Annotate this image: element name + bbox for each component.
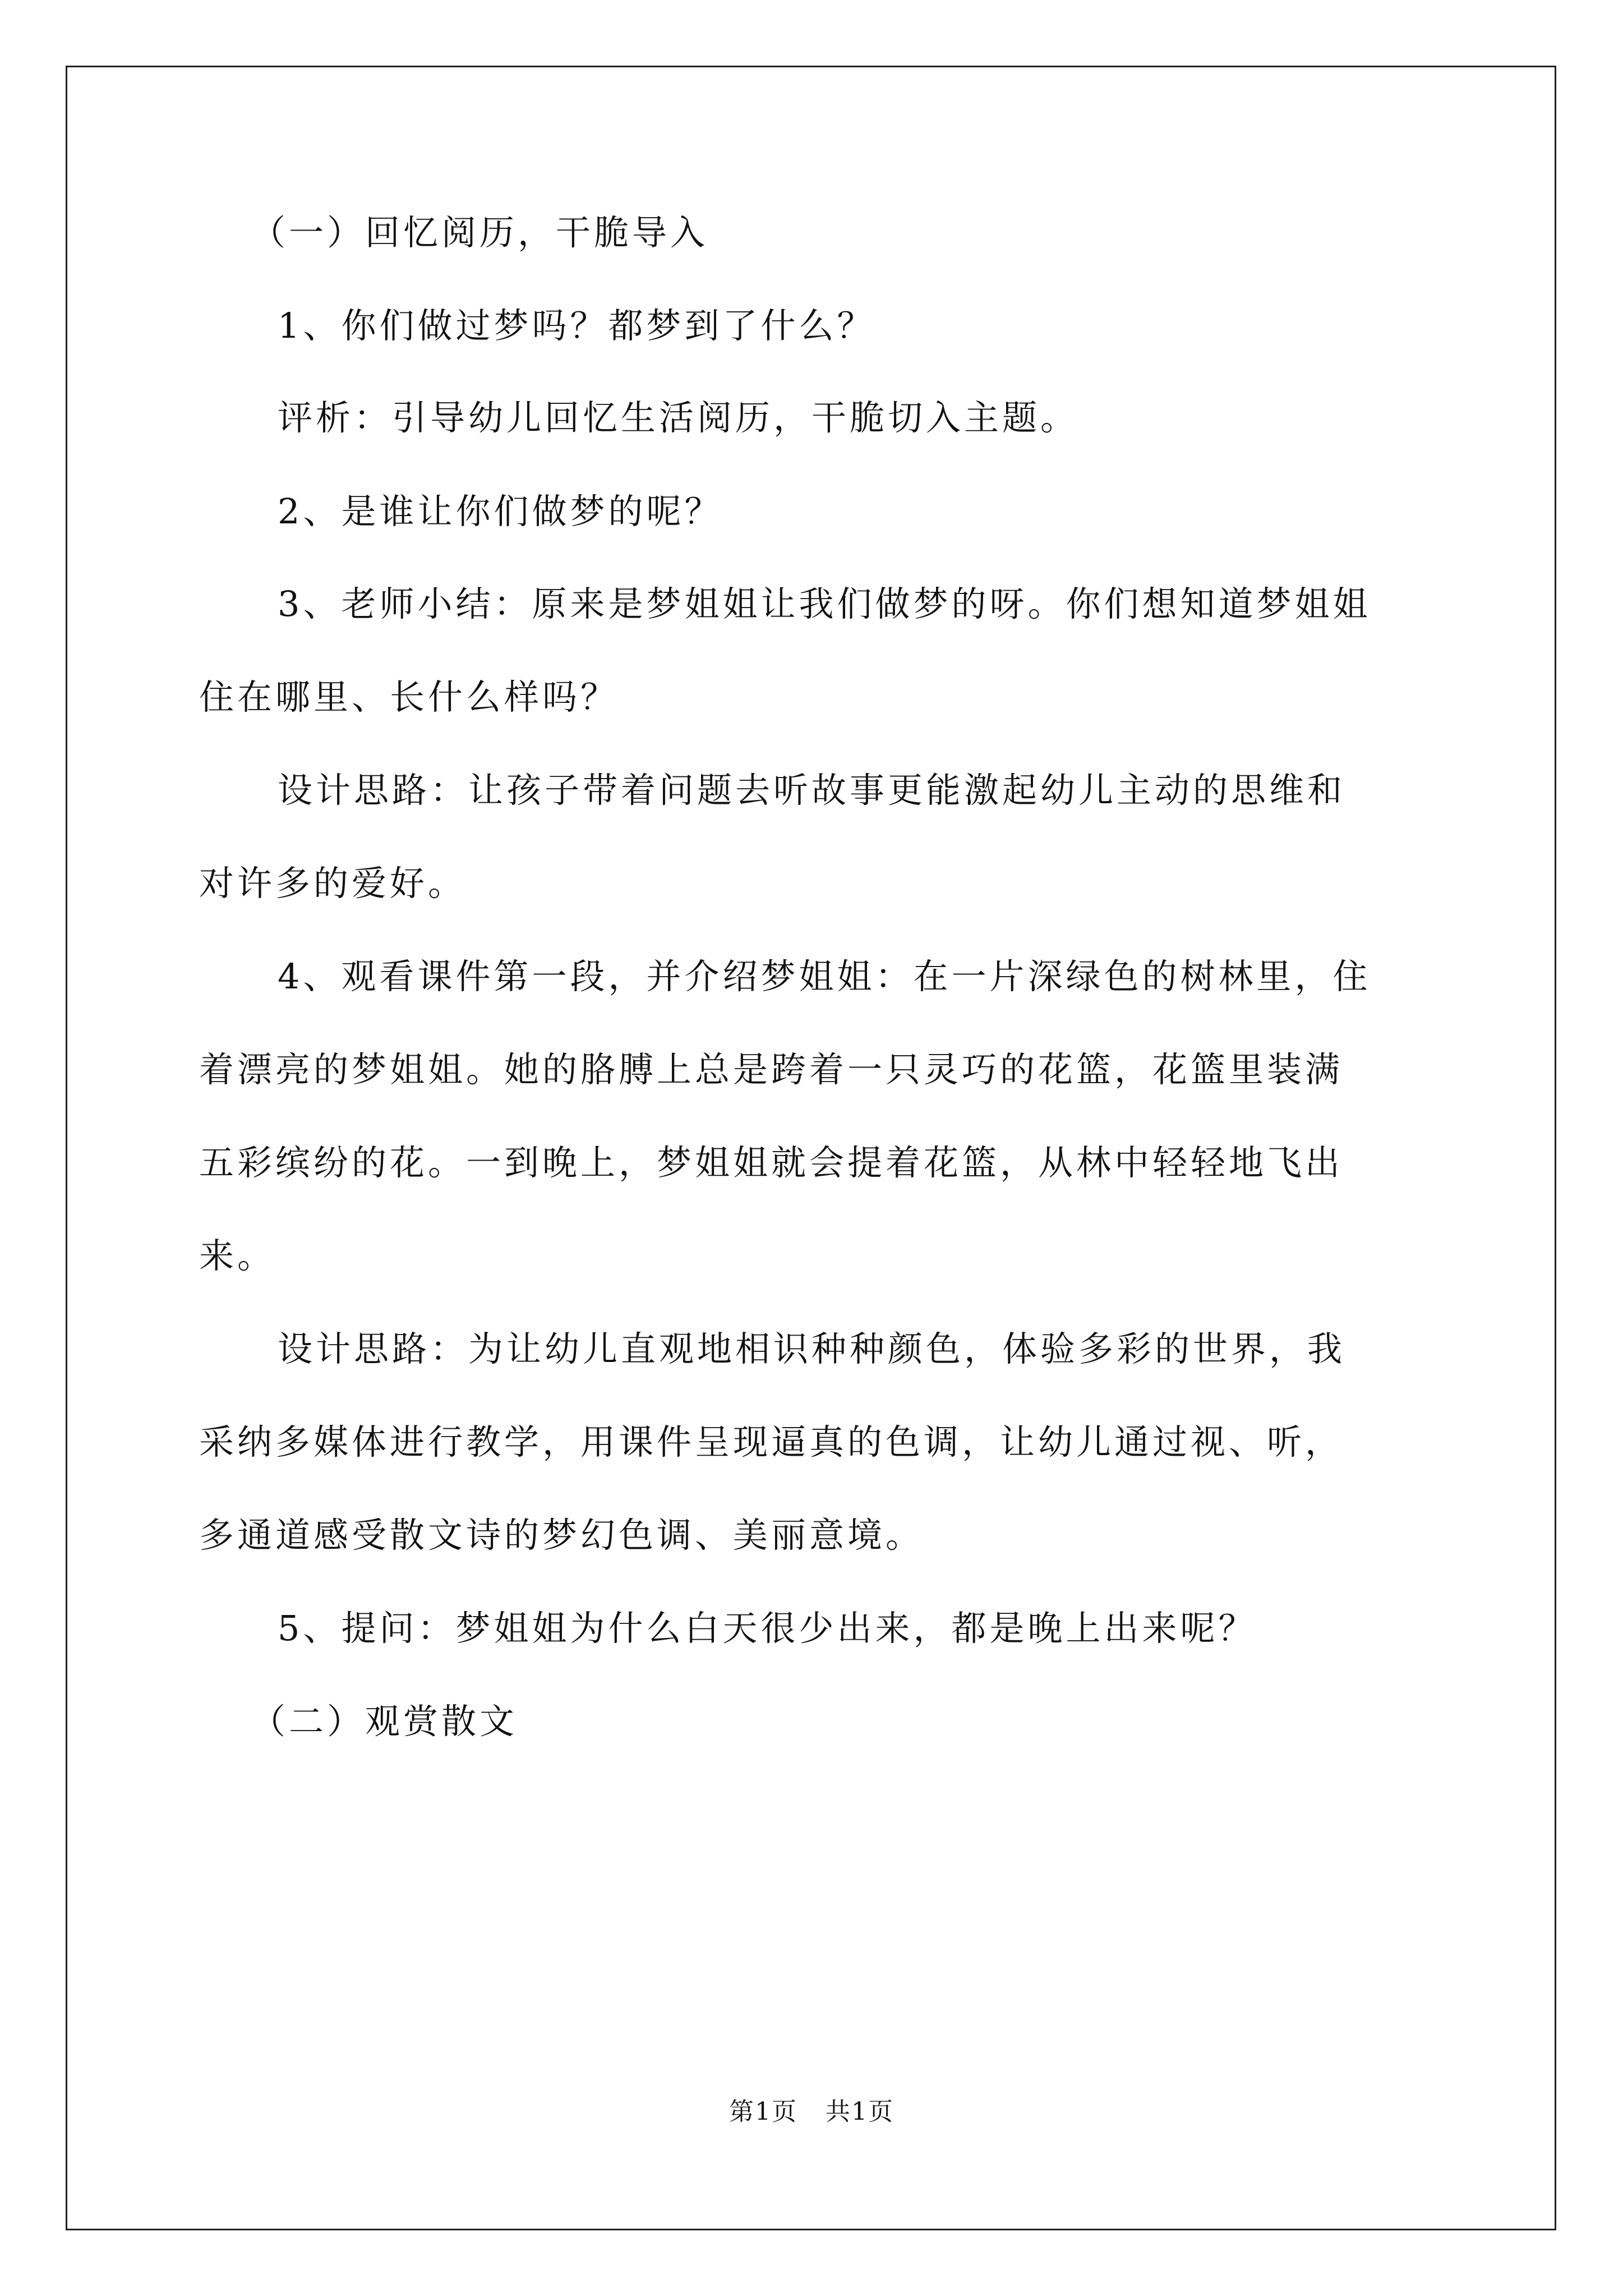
paragraph-line: 多通道感受散文诗的梦幻色调、美丽意境。 <box>199 1515 924 1556</box>
paragraph-line: 五彩缤纷的花。一到晚上，梦姐姐就会提着花篮，从林中轻轻地飞出 <box>199 1142 1344 1183</box>
paragraph-line: 2、是谁让你们做梦的呢？ <box>278 491 723 532</box>
paragraph-line: 4、观看课件第一段，并介绍梦姐姐：在一片深绿色的树林里，住 <box>278 956 1371 997</box>
paragraph-line: 评析：引导幼儿回忆生活阅历，干脆切入主题。 <box>278 397 1079 438</box>
heading-section-1: （一）回忆阅历，干脆导入 <box>251 212 709 253</box>
paragraph-line: 来。 <box>199 1235 276 1276</box>
paragraph-line: 住在哪里、长什么样吗？ <box>199 677 619 717</box>
paragraph-line: 采纳多媒体进行教学，用课件呈现逼真的色调，让幼儿通过视、听， <box>199 1421 1344 1462</box>
paragraph-line: 着漂亮的梦姐姐。她的胳膊上总是跨着一只灵巧的花篮，花篮里装满 <box>199 1049 1344 1090</box>
heading-section-2: （二）观赏散文 <box>251 1701 518 1742</box>
paragraph-line: 设计思路：为让幼儿直观地相识种种颜色，体验多彩的世界，我 <box>278 1328 1346 1369</box>
page-footer <box>0 2098 1623 2126</box>
page-number-total: 共1页 <box>826 2097 894 2126</box>
paragraph-line: 3、老师小结：原来是梦姐姐让我们做梦的呀。你们想知道梦姐姐 <box>278 583 1371 624</box>
page-number-current: 第1页 <box>729 2097 797 2126</box>
paragraph-line: 对许多的爱好。 <box>199 863 467 904</box>
paragraph-line: 设计思路：让孩子带着问题去听故事更能激起幼儿主动的思维和 <box>278 770 1346 811</box>
paragraph-line: 1、你们做过梦吗？都梦到了什么？ <box>278 305 875 346</box>
paragraph-line: 5、提问：梦姐姐为什么白天很少出来，都是晚上出来呢？ <box>278 1608 1257 1649</box>
